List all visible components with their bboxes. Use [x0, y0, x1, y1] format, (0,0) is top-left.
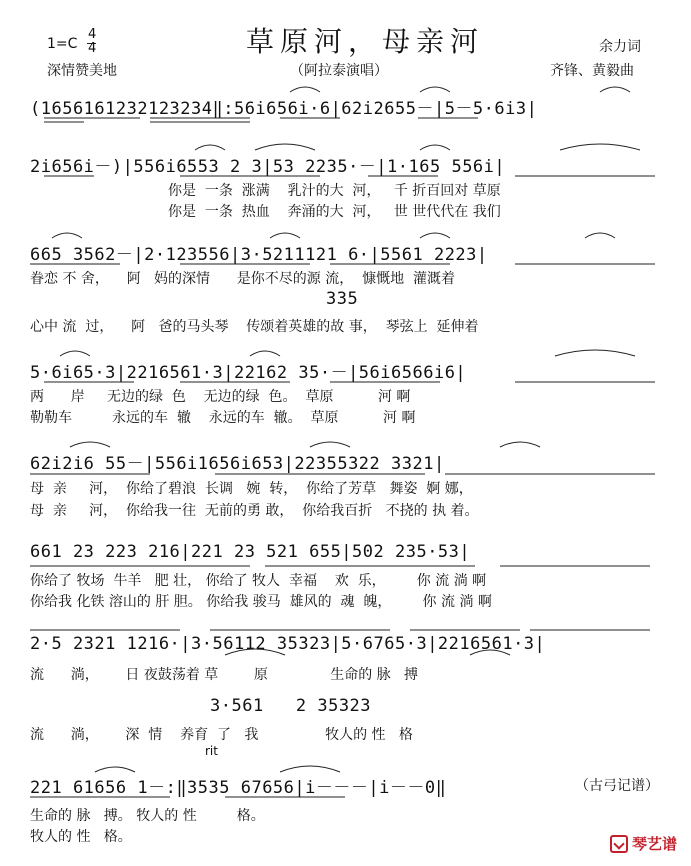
lyrics-verse-2: 你给我 化铁 溶山的 肝 胆。 你给我 骏马 雄风的 魂 魄， 你 流 淌 啊	[30, 594, 492, 610]
lyrics-verse-1: 生命的 脉 搏。 牧人的 性 格。	[30, 808, 265, 824]
lyrics-verse-1: 眷恋 不 舍， 阿 妈的深情 是你不尽的源 流， 慷慨地 灌溉着	[30, 271, 456, 287]
lyrics-verse-1: 流 淌， 日 夜鼓荡着 草 原 生命的 脉 搏	[30, 667, 419, 683]
notation-line: 2i656i－)|556i6553 2 3|53 2235·－|1·165 556i|	[30, 157, 506, 177]
site-logo	[610, 833, 677, 854]
lyrics-verse-1: 两 岸 无边的绿 色 无边的绿 色。 草原 河 啊	[30, 389, 411, 405]
performer-note: （阿拉泰演唱）	[290, 63, 388, 79]
lyrics-verse-1: 你是 一条 涨满 乳汁的大 河， 千 折百回对 草原	[168, 183, 501, 199]
notation-line: 5·6i65·3|2216561·3|22162 35·－|56i6566i6|	[30, 363, 467, 383]
credit: （古弓记谱）	[575, 778, 659, 794]
composer: 齐锋、黄毅曲	[550, 63, 634, 79]
lyrics-verse-2: 牧人的 性 格。	[30, 829, 132, 845]
notation-line: 62i2i6 55－|556i1656i653|22355322 3321|	[30, 454, 445, 474]
ritardando-mark: rit	[205, 744, 218, 758]
notation-line: 2·5 2321 1216·|3·56112 35323|5·6765·3|2216561·3|	[30, 634, 546, 654]
time-signature-top: 4	[88, 27, 97, 42]
lyrics-verse-2: 流 淌， 深 情 养育 了 我 牧人的 性 格	[30, 727, 413, 743]
lyricist: 余力词	[599, 39, 641, 55]
lyrics-verse-1: 你给了 牧场 牛羊 肥 壮， 你给了 牧人 幸福 欢 乐， 你 流 淌 啊	[30, 573, 487, 589]
lyrics-verse-2: 母 亲 河， 你给我一往 无前的勇 敢， 你给我百折 不挠的 执 着。	[30, 503, 479, 519]
expression-mark: 深情赞美地	[47, 63, 117, 79]
notation-line: 661 23 223 216|221 23 521 655|502 235·53|	[30, 542, 471, 562]
notation-line: 221 61656 1－:‖3535 67656|i－－－|i－－0‖	[30, 778, 447, 798]
lyrics-verse-2: 心中 流 过， 阿 爸的马头琴 传颂着英雄的故 事， 琴弦上 延伸着	[30, 319, 479, 335]
notation-line: 665 3562－|2·123556|3·5211121 6·|5561 2223|	[30, 245, 488, 265]
logo-icon	[610, 835, 628, 853]
time-signature-bottom: 4	[88, 41, 97, 56]
notation-line: (1656161232123234‖:56i656i·6|62i2655－|5－5·6i3|	[30, 99, 538, 119]
variant-notation: 3·561 2 35323	[210, 696, 372, 716]
variant-notation: 335	[326, 289, 359, 309]
logo-text: 琴艺谱	[631, 835, 677, 853]
song-title: 草原河，母亲河	[246, 25, 485, 58]
lyrics-verse-1: 母 亲 河， 你给了碧浪 长调 婉 转， 你给了芳草 舞姿 婀 娜，	[30, 481, 473, 497]
key-signature: 1=C	[47, 36, 78, 52]
lyrics-verse-2: 你是 一条 热血 奔涌的大 河， 世 世代代在 我们	[168, 204, 501, 220]
lyrics-verse-2: 勒勒车 永远的车 辙 永远的车 辙。 草原 河 啊	[30, 410, 416, 426]
